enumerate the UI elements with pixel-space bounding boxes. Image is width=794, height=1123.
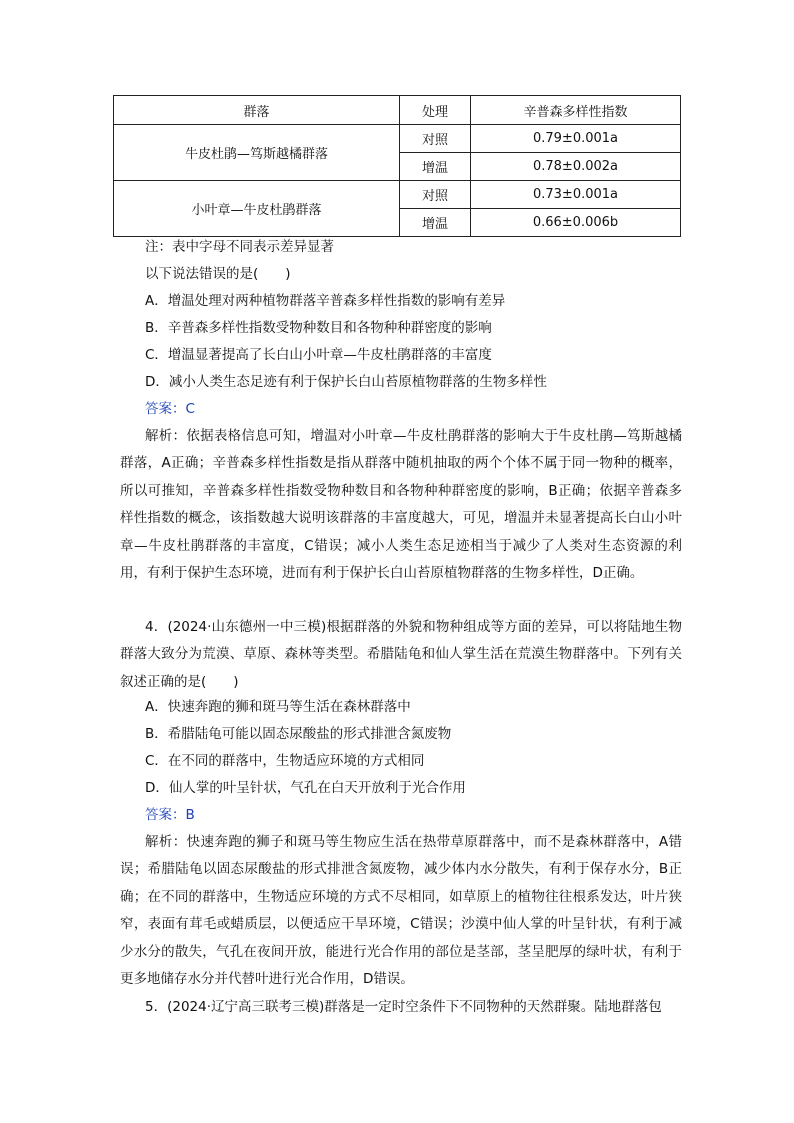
question-stem: 4．(2024·山东德州一中三模)根据群落的外貌和物种组成等方面的差异，可以将陆地生物群落大致分为荒漠、草原、森林等类型。希腊陆龟和仙人掌生活在荒漠生物群落中。下列有关叙述正确的是( ) <box>120 619 682 690</box>
community-name: 牛皮杜鹃—笃斯越橘群落 <box>114 125 400 181</box>
community-name: 小叶章—牛皮杜鹃群落 <box>114 181 400 237</box>
answer: 答案：B <box>145 807 195 823</box>
table-row <box>114 125 681 153</box>
index-cell: 0.66±0.006b <box>471 209 681 237</box>
table-row <box>114 181 681 209</box>
table-note: 注：表中字母不同表示差异显著 <box>145 239 334 255</box>
table-header-row <box>114 96 681 125</box>
analysis-paragraph: 解析：快速奔跑的狮子和斑马等生物应生活在热带草原群落中，而不是森林群落中，A错误；希腊陆龟以固态尿酸盐的形式排泄含氮废物，减少体内水分散失，有利于保存水分，B正确；在不同的群落中，生物适应环境的方式不尽相同，如草原上的植物往往根系发达，叶片狭窄，表面有茸毛或蜡质层，以便适应干旱环境，C错误；沙漠中仙人掌的叶呈针状，有利于减少水分的散失，气孔在夜间开放，能进行光合作用的部位是茎部，茎呈肥厚的绿叶状，有利于更多地储存水分并代替叶进行光合作用，D错误。 <box>120 834 682 988</box>
treatment-cell: 增温 <box>400 153 471 181</box>
header-index: 辛普森多样性指数 <box>471 96 681 125</box>
analysis-paragraph: 解析：依据表格信息可知，增温对小叶章—牛皮杜鹃群落的影响大于牛皮杜鹃—笃斯越橘群落，A正确；辛普森多样性指数是指从群落中随机抽取的两个个体不属于同一物种的概率，所以可推知，辛普森多样性指数受物种数目和各物种种群密度的影响，B正确；依据辛普森多样性指数的概念，该指数越大说明该群落的丰富度越大，可见，增温并未显著提高长白山小叶章—牛皮杜鹃群落的丰富度，C错误；减小人类生态足迹相当于减少了人类对生态资源的利用，有利于保护生态环境，进而有利于保护长白山苔原植物群落的生物多样性，D正确。 <box>120 428 682 582</box>
treatment-cell: 增温 <box>400 209 471 237</box>
option-d: D．仙人掌的叶呈针状，气孔在白天开放利于光合作用 <box>145 780 466 796</box>
option-a: A．快速奔跑的狮和斑马等生活在森林群落中 <box>145 699 411 715</box>
option-b: B．辛普森多样性指数受物种数目和各物种种群密度的影响 <box>145 320 492 336</box>
option-a: A．增温处理对两种植物群落辛普森多样性指数的影响有差异 <box>145 293 506 309</box>
option-d: D．减小人类生态足迹有利于保护长白山苔原植物群落的生物多样性 <box>145 374 547 390</box>
header-community: 群落 <box>114 96 400 125</box>
header-treatment: 处理 <box>400 96 471 125</box>
index-cell: 0.73±0.001a <box>471 181 681 209</box>
question-stem: 以下说法错误的是( ) <box>145 266 291 282</box>
question-stem: 5．(2024·辽宁高三联考三模)群落是一定时空条件下不同物种的天然群聚。陆地群落包 <box>145 999 662 1015</box>
option-b: B．希腊陆龟可能以固态尿酸盐的形式排泄含氮废物 <box>145 726 452 742</box>
data-table <box>113 95 681 237</box>
option-c: C．增温显著提高了长白山小叶章—牛皮杜鹃群落的丰富度 <box>145 347 492 363</box>
index-cell: 0.79±0.001a <box>471 125 681 153</box>
treatment-cell: 对照 <box>400 181 471 209</box>
treatment-cell: 对照 <box>400 125 471 153</box>
option-c: C．在不同的群落中，生物适应环境的方式相同 <box>145 753 425 769</box>
index-cell: 0.78±0.002a <box>471 153 681 181</box>
answer: 答案：C <box>145 401 195 417</box>
